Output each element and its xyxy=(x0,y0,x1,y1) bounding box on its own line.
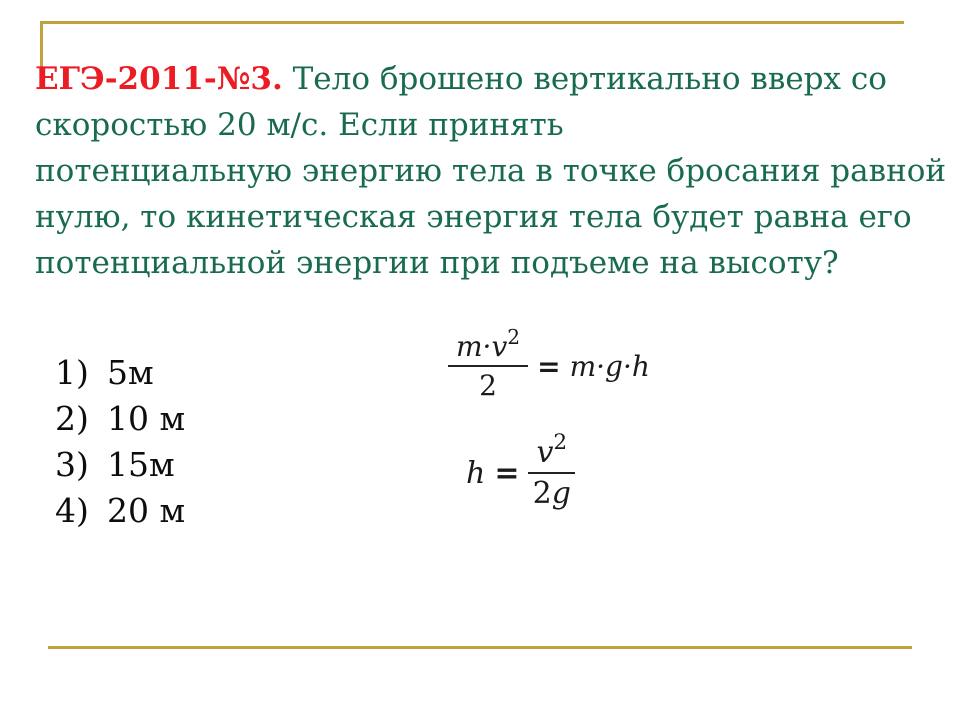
option-4-number: 4) xyxy=(55,491,89,530)
answer-option-2 xyxy=(55,396,185,442)
formula-1-numerator xyxy=(448,324,528,367)
option-1-number: 1) xyxy=(55,353,89,392)
title-line-3: потенциальную энергию тела в точке бросания равной xyxy=(35,153,947,189)
option-2-value: 10 м xyxy=(107,399,186,438)
formula-2-denominator-var: g xyxy=(551,476,571,511)
problem-title xyxy=(35,56,947,286)
title-line-4: нулю, то кинетическая энергия тела будет равна его xyxy=(35,199,912,235)
formula-2-denominator xyxy=(533,474,571,511)
formula-2-left-side: h xyxy=(466,455,486,491)
option-3-value: 15м xyxy=(107,445,175,484)
answer-option-4 xyxy=(55,488,185,534)
formula-height-result xyxy=(466,429,575,511)
title-line-1-text: Тело брошено вертикально вверх со xyxy=(292,61,887,97)
bottom-border-line xyxy=(48,646,912,649)
title-line-1 xyxy=(35,56,935,102)
option-2-number: 2) xyxy=(55,399,89,438)
formula-1-numerator-exponent: 2 xyxy=(507,324,521,349)
formula-1-numerator-vars: m·v xyxy=(456,330,508,363)
option-4-value: 20 м xyxy=(107,491,186,530)
formula-2-numerator-var: v xyxy=(536,435,554,470)
formula-2-numerator xyxy=(528,429,575,474)
formula-2-fraction xyxy=(528,429,575,511)
formula-2-equals-sign: = xyxy=(494,455,520,491)
problem-number-label: ЕГЭ-2011-№3. xyxy=(35,61,283,97)
formula-1-denominator: 2 xyxy=(479,369,497,402)
top-border-line xyxy=(40,21,904,24)
formula-1-equals-sign: = xyxy=(537,349,561,383)
answer-options-list xyxy=(55,350,185,534)
title-line-2: скоростью 20 м/с. Если принять xyxy=(35,107,564,143)
option-1-value: 5м xyxy=(107,353,154,392)
title-line-5: потенциальной энергии при подъеме на высоту? xyxy=(35,245,839,281)
option-3-number: 3) xyxy=(55,445,89,484)
formula-kinetic-equals-potential xyxy=(448,324,650,402)
answer-option-3 xyxy=(55,442,185,488)
formula-1-right-side: m·g·h xyxy=(569,349,650,383)
formula-2-denominator-coefficient: 2 xyxy=(532,476,552,511)
formula-1-fraction xyxy=(448,324,528,402)
formula-2-numerator-exponent: 2 xyxy=(553,429,568,455)
answer-option-1 xyxy=(55,350,185,396)
